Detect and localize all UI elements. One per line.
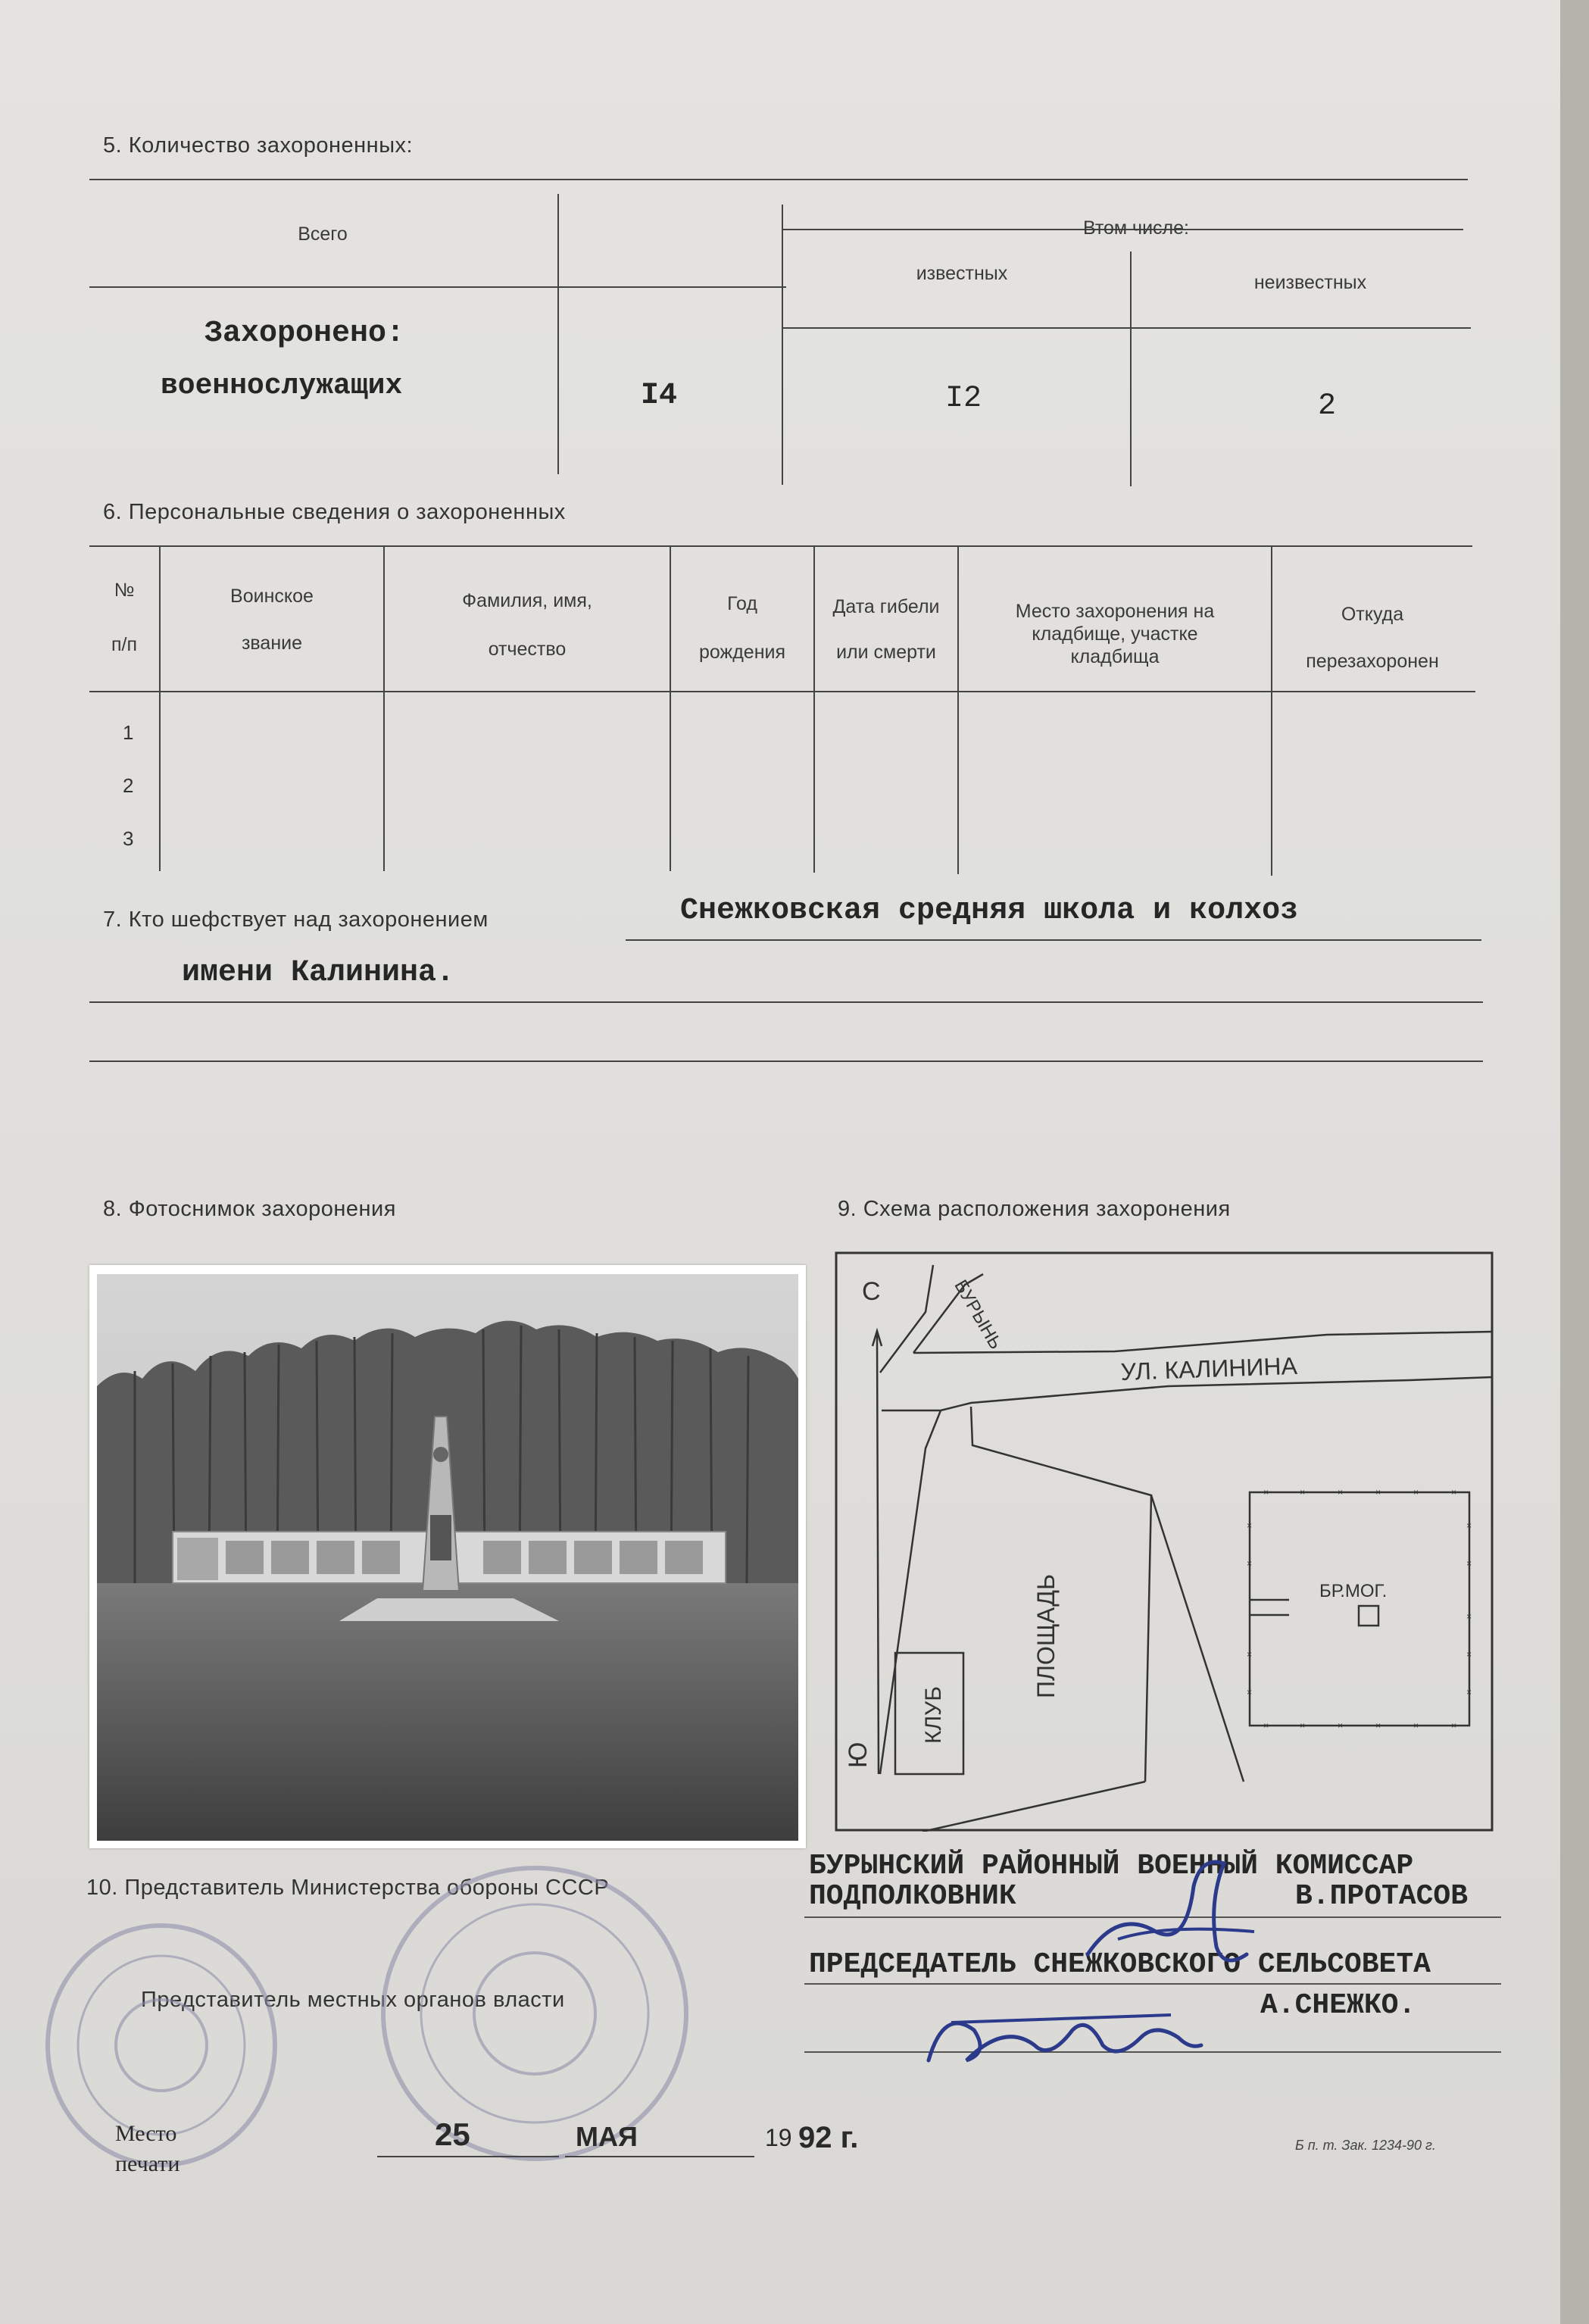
unknown-value: 2 (1318, 389, 1337, 423)
date-month: МАЯ (576, 2121, 638, 2152)
svg-text:×: × (1247, 1688, 1253, 1698)
scheme-club-label: КЛУБ (921, 1686, 946, 1744)
svg-text:×: × (1247, 1521, 1253, 1532)
svg-text:×: × (1466, 1650, 1472, 1660)
section10-title: 10. Представитель Министерства обороны СССР (86, 1876, 610, 1900)
col-born-header-2: рождения (698, 642, 786, 663)
divider (89, 179, 1468, 180)
underline (89, 1001, 1483, 1003)
svg-text:×: × (1263, 1721, 1269, 1732)
col-place-header-2: кладбище, участке (1032, 623, 1198, 645)
table-row-number: 1 (123, 721, 134, 744)
scheme-square-label: ПЛОЩАДЬ (1032, 1574, 1060, 1698)
svg-text:×: × (1247, 1650, 1253, 1660)
location-scheme-drawing (835, 1251, 1494, 1832)
divider (782, 327, 1471, 329)
svg-text:×: × (1466, 1559, 1472, 1570)
council-chairman-name: А.СНЕЖКО. (1260, 1989, 1416, 2022)
divider (89, 691, 1475, 692)
total-value: I4 (641, 379, 678, 413)
divider (89, 545, 1472, 547)
col-born-header-1: Год (727, 593, 757, 614)
patron-value-line-2: имени Калинина. (182, 956, 455, 990)
svg-text:×: × (1338, 1721, 1344, 1732)
section6-title: 6. Персональные сведения о захороненных (103, 500, 566, 524)
svg-text:×: × (1451, 1488, 1457, 1498)
section7-title: 7. Кто шефствует над захоронением (103, 907, 489, 932)
divider (782, 205, 783, 485)
col-rank-header-2: звание (241, 633, 303, 654)
svg-text:×: × (1263, 1488, 1269, 1498)
official-stamp-right (368, 1854, 701, 2173)
col-incl-header: Втом числе: (1083, 217, 1189, 239)
location-scheme (835, 1251, 1494, 1832)
col-from-header-2: перезахоронен (1306, 651, 1439, 672)
svg-text:×: × (1300, 1721, 1306, 1732)
stamp-place-label-1: Место (115, 2121, 177, 2146)
col-num-header-2: п/п (111, 634, 138, 655)
chairman-signature (921, 1977, 1209, 2083)
col-known-header: известных (916, 263, 1008, 284)
divider (1271, 547, 1272, 876)
svg-text:×: × (1300, 1488, 1306, 1498)
scheme-south-label: Ю (844, 1741, 873, 1768)
svg-text:×: × (1375, 1721, 1381, 1732)
divider (957, 547, 959, 874)
memorial-photo-image (89, 1265, 806, 1848)
svg-text:×: × (1375, 1488, 1381, 1498)
underline (89, 1060, 1483, 1062)
col-rank-header-1: Воинское (230, 586, 314, 607)
military-commissar-rank: ПОДПОЛКОВНИК (809, 1880, 1016, 1913)
table-row-number: 2 (123, 774, 134, 797)
section9-title: 9. Схема расположения захоронения (838, 1197, 1231, 1221)
col-place-header-1: Место захоронения на (1015, 601, 1215, 622)
svg-text:×: × (1247, 1559, 1253, 1570)
military-commissar-line-1: БУРЫНСКИЙ РАЙОННЫЙ ВОЕННЫЙ КОМИССАР (809, 1850, 1414, 1882)
scheme-grave-label: БР.МОГ. (1319, 1581, 1388, 1601)
col-unknown-header: неизвестных (1253, 272, 1367, 293)
svg-text:×: × (1451, 1721, 1457, 1732)
section8-title: 8. Фотоснимок захоронения (103, 1197, 396, 1221)
section5-title: 5. Количество захороненных: (103, 133, 414, 158)
col-death-header-1: Дата гибели (832, 596, 940, 617)
svg-text:×: × (1413, 1488, 1419, 1498)
memorial-photo (89, 1265, 806, 1848)
scheme-street-kalinina: УЛ. КАЛИНИНА (1119, 1351, 1298, 1385)
date-day: 25 (435, 2116, 470, 2152)
svg-text:×: × (1413, 1721, 1419, 1732)
underline (626, 939, 1481, 941)
svg-text:×: × (1466, 1688, 1472, 1698)
patron-value-line-1: Снежковская средняя школа и колхоз (680, 894, 1299, 928)
divider (557, 194, 559, 474)
military-commissar-name: В.ПРОТАСОВ (1295, 1880, 1469, 1913)
scheme-street-buryn: БУРЫНЬ (950, 1276, 1007, 1353)
stamp-place-label-2: печати (115, 2151, 180, 2176)
col-total-header: Всего (298, 223, 348, 245)
local-authority-label: Представитель местных органов власти (141, 1988, 565, 2012)
buried-label-2: военнослужащих (161, 370, 403, 402)
col-from-header-1: Откуда (1341, 604, 1404, 625)
date-year-prefix: 19 (765, 2124, 792, 2151)
buried-label-1: Захоронено: (204, 317, 405, 351)
table-row-number: 3 (123, 827, 134, 850)
col-place-header-3: кладбища (1070, 646, 1160, 667)
svg-text:×: × (1466, 1612, 1472, 1623)
col-num-header-1: № (114, 579, 135, 601)
date-year-suffix: 92 г. (798, 2121, 859, 2154)
commissar-signature (1072, 1841, 1269, 1985)
svg-text:×: × (1466, 1521, 1472, 1532)
council-chairman-line-1: ПРЕДСЕДАТЕЛЬ СНЕЖКОВСКОГО СЕЛЬСОВЕТА (809, 1948, 1431, 1981)
date-month-line (565, 2156, 754, 2157)
scheme-north-label: С (862, 1277, 881, 1306)
divider (89, 286, 786, 288)
printer-mark: Б п. т. Зак. 1234-90 г. (1295, 2138, 1436, 2153)
date-day-line (377, 2156, 559, 2157)
divider (1130, 251, 1132, 486)
col-name-header-2: отчество (488, 639, 567, 660)
svg-text:×: × (1338, 1488, 1344, 1498)
col-name-header-1: Фамилия, имя, (462, 590, 592, 611)
known-value: I2 (945, 382, 982, 416)
col-death-header-2: или смерти (836, 642, 936, 663)
